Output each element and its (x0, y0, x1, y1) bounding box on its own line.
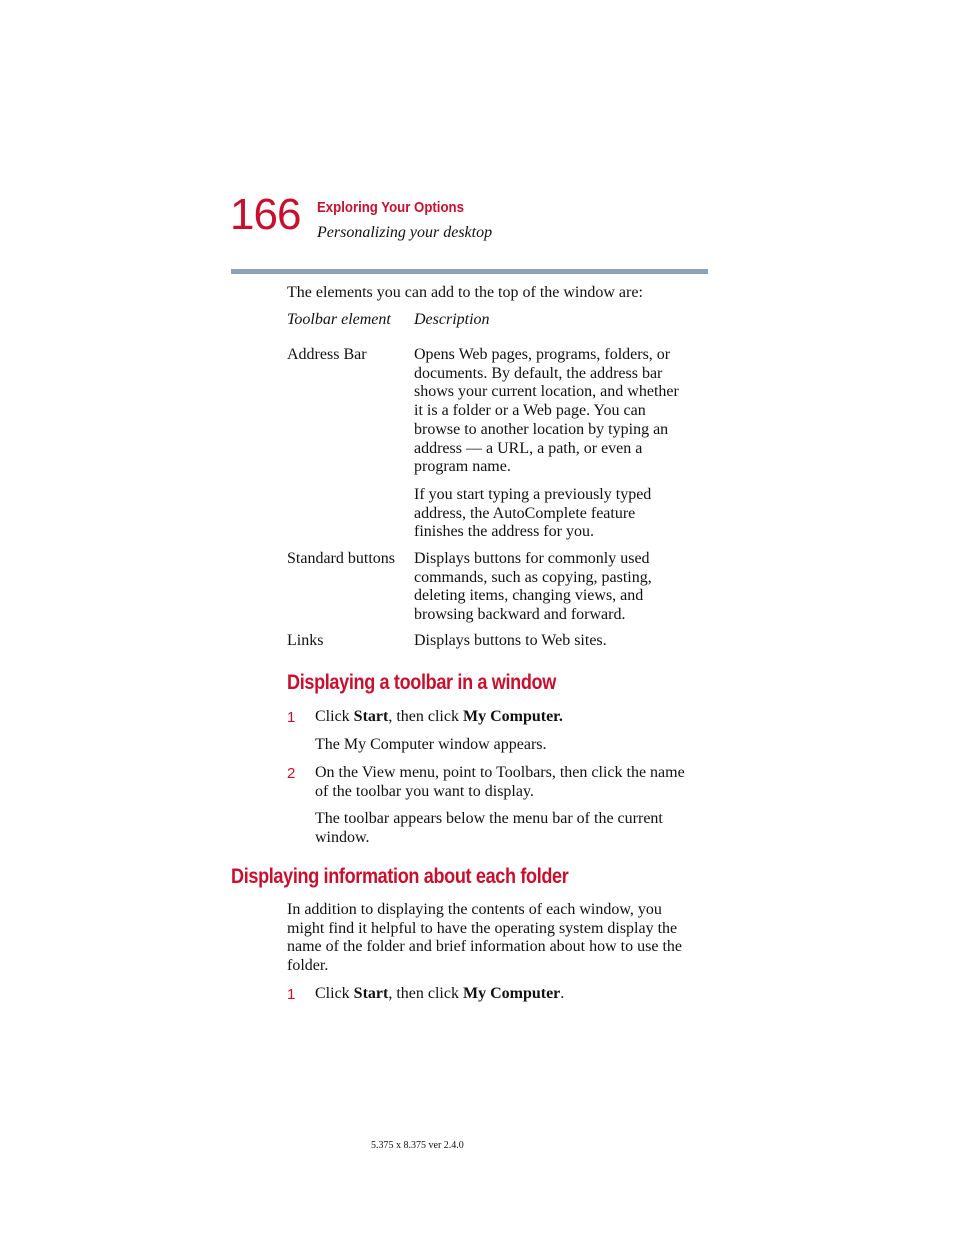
desc-line: Displays buttons to Web sites. (414, 631, 607, 649)
desc-line: finishes the address for you. (414, 523, 594, 541)
step-number: 1 (287, 709, 296, 726)
table-cell-description (414, 550, 704, 625)
intro-text: The elements you can add to the top of the window are: (287, 284, 643, 301)
table-row (287, 550, 707, 625)
footer-version: 5.375 x 8.375 ver 2.4.0 (371, 1140, 464, 1151)
section-title: Personalizing your desktop (317, 224, 493, 241)
step-1-result: The My Computer window appears. (315, 736, 547, 753)
step-2 (287, 764, 707, 801)
desc-line: If you start typing a previously typed (414, 485, 652, 503)
desc-line: browse to another location by typing an (414, 420, 669, 438)
header-rule (231, 269, 708, 274)
desc-line: Opens Web pages, programs, folders, or (414, 346, 671, 363)
folder-step-1 (287, 985, 707, 1004)
table-row (287, 632, 707, 651)
desc-line: shows your current location, and whether (414, 383, 679, 401)
step-number: 2 (287, 765, 296, 782)
desc-line: documents. By default, the address bar (414, 364, 663, 382)
folder-info-paragraph: In addition to displaying the contents of each window, you might find it helpful to have the operating system display the name of the folder and brief information about how to use the folder. (287, 901, 682, 975)
chapter-title: Exploring Your Options (317, 199, 464, 216)
table-row (287, 346, 707, 542)
table-cell-description (414, 346, 704, 542)
step-text: On the View menu, point to Toolbars, then click the name of the toolbar you want to display. (315, 764, 685, 800)
table-cell-description (414, 632, 704, 651)
desc-line: commands, such as copying, pasting, (414, 568, 652, 586)
step-text: Click Start, then click My Computer. (315, 708, 563, 725)
column-header-element: Toolbar element (287, 311, 391, 328)
desc-line: address — a URL, a path, or even a (414, 439, 643, 457)
step-number: 1 (287, 986, 296, 1003)
table-cell-element: Links (287, 631, 324, 649)
step-text: Click Start, then click My Computer. (315, 985, 565, 1002)
heading-folder-info: Displaying information about each folder (231, 865, 569, 888)
desc-line: it is a folder or a Web page. You can (414, 402, 646, 420)
column-header-description: Description (414, 311, 490, 328)
desc-line: deleting items, changing views, and (414, 587, 644, 605)
heading-displaying-toolbar: Displaying a toolbar in a window (287, 671, 556, 694)
desc-line: address, the AutoComplete feature (414, 504, 636, 522)
table-cell-element: Address Bar (287, 346, 367, 363)
desc-line: browsing backward and forward. (414, 606, 626, 624)
page-number: 166 (230, 190, 301, 239)
table-header-row (287, 311, 707, 346)
toolbar-elements-table (287, 311, 707, 651)
desc-line: Displays buttons for commonly used (414, 550, 650, 568)
step-1 (287, 708, 707, 727)
table-cell-element: Standard buttons (287, 550, 395, 568)
step-2-result: The toolbar appears below the menu bar of the current window. (315, 810, 663, 846)
desc-line: program name. (414, 458, 511, 476)
